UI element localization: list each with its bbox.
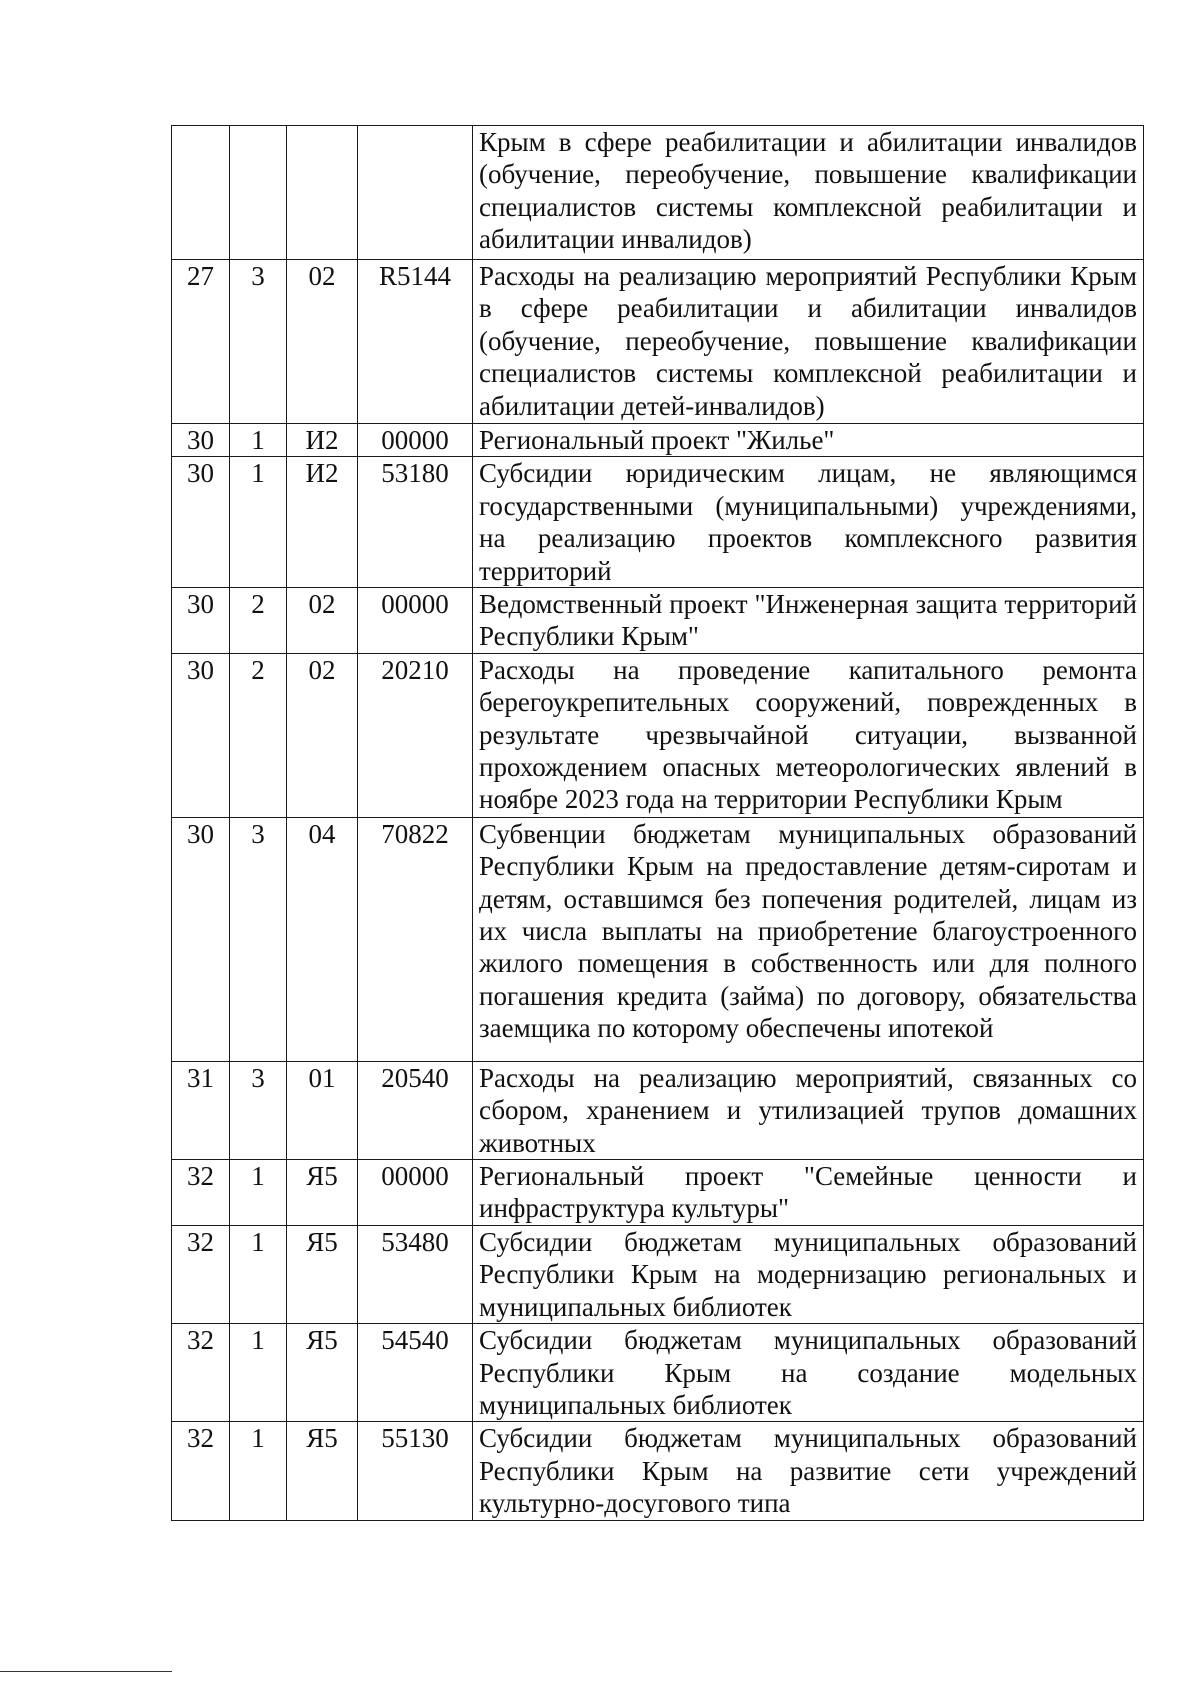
cell-description: Субвенции бюджетам муниципальных образований Республики Крым на предоставление детям-сиротам и детям, оставшимся без попечения родителей, лицам из их числа выплаты на приобретение благоустроенного жилого помещения в собственность или для полного погашения кредита (займа) по договору, обязательства заемщика по которому обеспечены ипотекой — [473, 817, 1144, 1061]
cell-description: Субсидии юридическим лицам, не являющимся государственными (муниципальными) учреждениями, на реализацию проектов комплексного развития территорий — [473, 457, 1144, 588]
cell-description: Расходы на проведение капитального ремонта берегоукрепительных сооружений, поврежденных в результате чрезвычайной ситуации, вызванной прохождением опасных метеорологических явлений в ноябре 2023 года на территории Республики Крым — [473, 653, 1144, 817]
cell-code-c1: 30 — [172, 457, 230, 588]
cell-code-c2: 1 — [230, 424, 287, 457]
cell-code-c3: И2 — [287, 424, 358, 457]
cell-code-c1: 32 — [172, 1324, 230, 1422]
cell-code-c4: 00000 — [358, 588, 473, 654]
cell-code-c4: 55130 — [358, 1422, 473, 1520]
table-row — [172, 424, 1144, 457]
cell-description: Расходы на реализацию мероприятий, связанных со сбором, хранением и утилизацией трупов домашних животных — [473, 1061, 1144, 1159]
cell-code-c4: R5144 — [358, 260, 473, 424]
cell-code-c4: 53180 — [358, 457, 473, 588]
cell-code-c3: Я5 — [287, 1160, 358, 1226]
table-row — [172, 126, 1144, 260]
cell-description: Расходы на реализацию мероприятий Республики Крым в сфере реабилитации и абилитации инвалидов (обучение, переобучение, повышение квалификации специалистов системы комплексной реабилитации и абилитации детей-инвалидов) — [473, 260, 1144, 424]
table-row — [172, 653, 1144, 817]
cell-code-c4: 20540 — [358, 1061, 473, 1159]
table-row — [172, 457, 1144, 588]
cell-code-c1: 32 — [172, 1225, 230, 1323]
cell-code-c1 — [172, 126, 230, 260]
cell-code-c2: 3 — [230, 1061, 287, 1159]
cell-code-c4: 00000 — [358, 424, 473, 457]
cell-code-c1: 30 — [172, 653, 230, 817]
cell-code-c3 — [287, 126, 358, 260]
budget-classification-table — [171, 125, 1144, 1521]
cell-code-c4 — [358, 126, 473, 260]
cell-description: Субсидии бюджетам муниципальных образований Республики Крым на модернизацию региональных и муниципальных библиотек — [473, 1225, 1144, 1323]
cell-code-c4: 20210 — [358, 653, 473, 817]
table-row — [172, 1422, 1144, 1520]
cell-description: Ведомственный проект "Инженерная защита территорий Республики Крым" — [473, 588, 1144, 654]
table-row — [172, 1160, 1144, 1226]
cell-code-c1: 32 — [172, 1160, 230, 1226]
cell-code-c1: 31 — [172, 1061, 230, 1159]
cell-description: Региональный проект "Жилье" — [473, 424, 1144, 457]
cell-code-c1: 30 — [172, 424, 230, 457]
cell-description: Крым в сфере реабилитации и абилитации инвалидов (обучение, переобучение, повышение квалификации специалистов системы комплексной реабилитации и абилитации инвалидов) — [473, 126, 1144, 260]
cell-code-c3: Я5 — [287, 1225, 358, 1323]
table-row — [172, 588, 1144, 654]
cell-code-c2 — [230, 126, 287, 260]
footnote-separator-line — [0, 1671, 172, 1672]
cell-code-c3: Я5 — [287, 1422, 358, 1520]
cell-code-c2: 2 — [230, 588, 287, 654]
cell-code-c1: 27 — [172, 260, 230, 424]
cell-code-c2: 1 — [230, 1225, 287, 1323]
cell-code-c2: 1 — [230, 1160, 287, 1226]
cell-code-c2: 3 — [230, 260, 287, 424]
cell-code-c2: 1 — [230, 1324, 287, 1422]
cell-code-c4: 00000 — [358, 1160, 473, 1226]
cell-code-c2: 3 — [230, 817, 287, 1061]
table-row — [172, 1225, 1144, 1323]
table-row — [172, 817, 1144, 1061]
cell-code-c2: 2 — [230, 653, 287, 817]
cell-description: Субсидии бюджетам муниципальных образований Республики Крым на создание модельных муниципальных библиотек — [473, 1324, 1144, 1422]
cell-code-c4: 70822 — [358, 817, 473, 1061]
cell-code-c2: 1 — [230, 1422, 287, 1520]
table-row — [172, 1061, 1144, 1159]
cell-code-c1: 32 — [172, 1422, 230, 1520]
cell-code-c3: 02 — [287, 588, 358, 654]
cell-description: Субсидии бюджетам муниципальных образований Республики Крым на развитие сети учреждений культурно-досугового типа — [473, 1422, 1144, 1520]
cell-code-c3: 01 — [287, 1061, 358, 1159]
table-row — [172, 1324, 1144, 1422]
cell-code-c1: 30 — [172, 588, 230, 654]
cell-code-c3: 04 — [287, 817, 358, 1061]
cell-code-c3: 02 — [287, 653, 358, 817]
cell-code-c2: 1 — [230, 457, 287, 588]
cell-code-c3: Я5 — [287, 1324, 358, 1422]
cell-code-c1: 30 — [172, 817, 230, 1061]
cell-code-c4: 54540 — [358, 1324, 473, 1422]
cell-code-c3: 02 — [287, 260, 358, 424]
cell-code-c4: 53480 — [358, 1225, 473, 1323]
cell-description: Региональный проект "Семейные ценности и инфраструктура культуры" — [473, 1160, 1144, 1226]
table-row — [172, 260, 1144, 424]
table-body — [172, 126, 1144, 1521]
cell-code-c3: И2 — [287, 457, 358, 588]
